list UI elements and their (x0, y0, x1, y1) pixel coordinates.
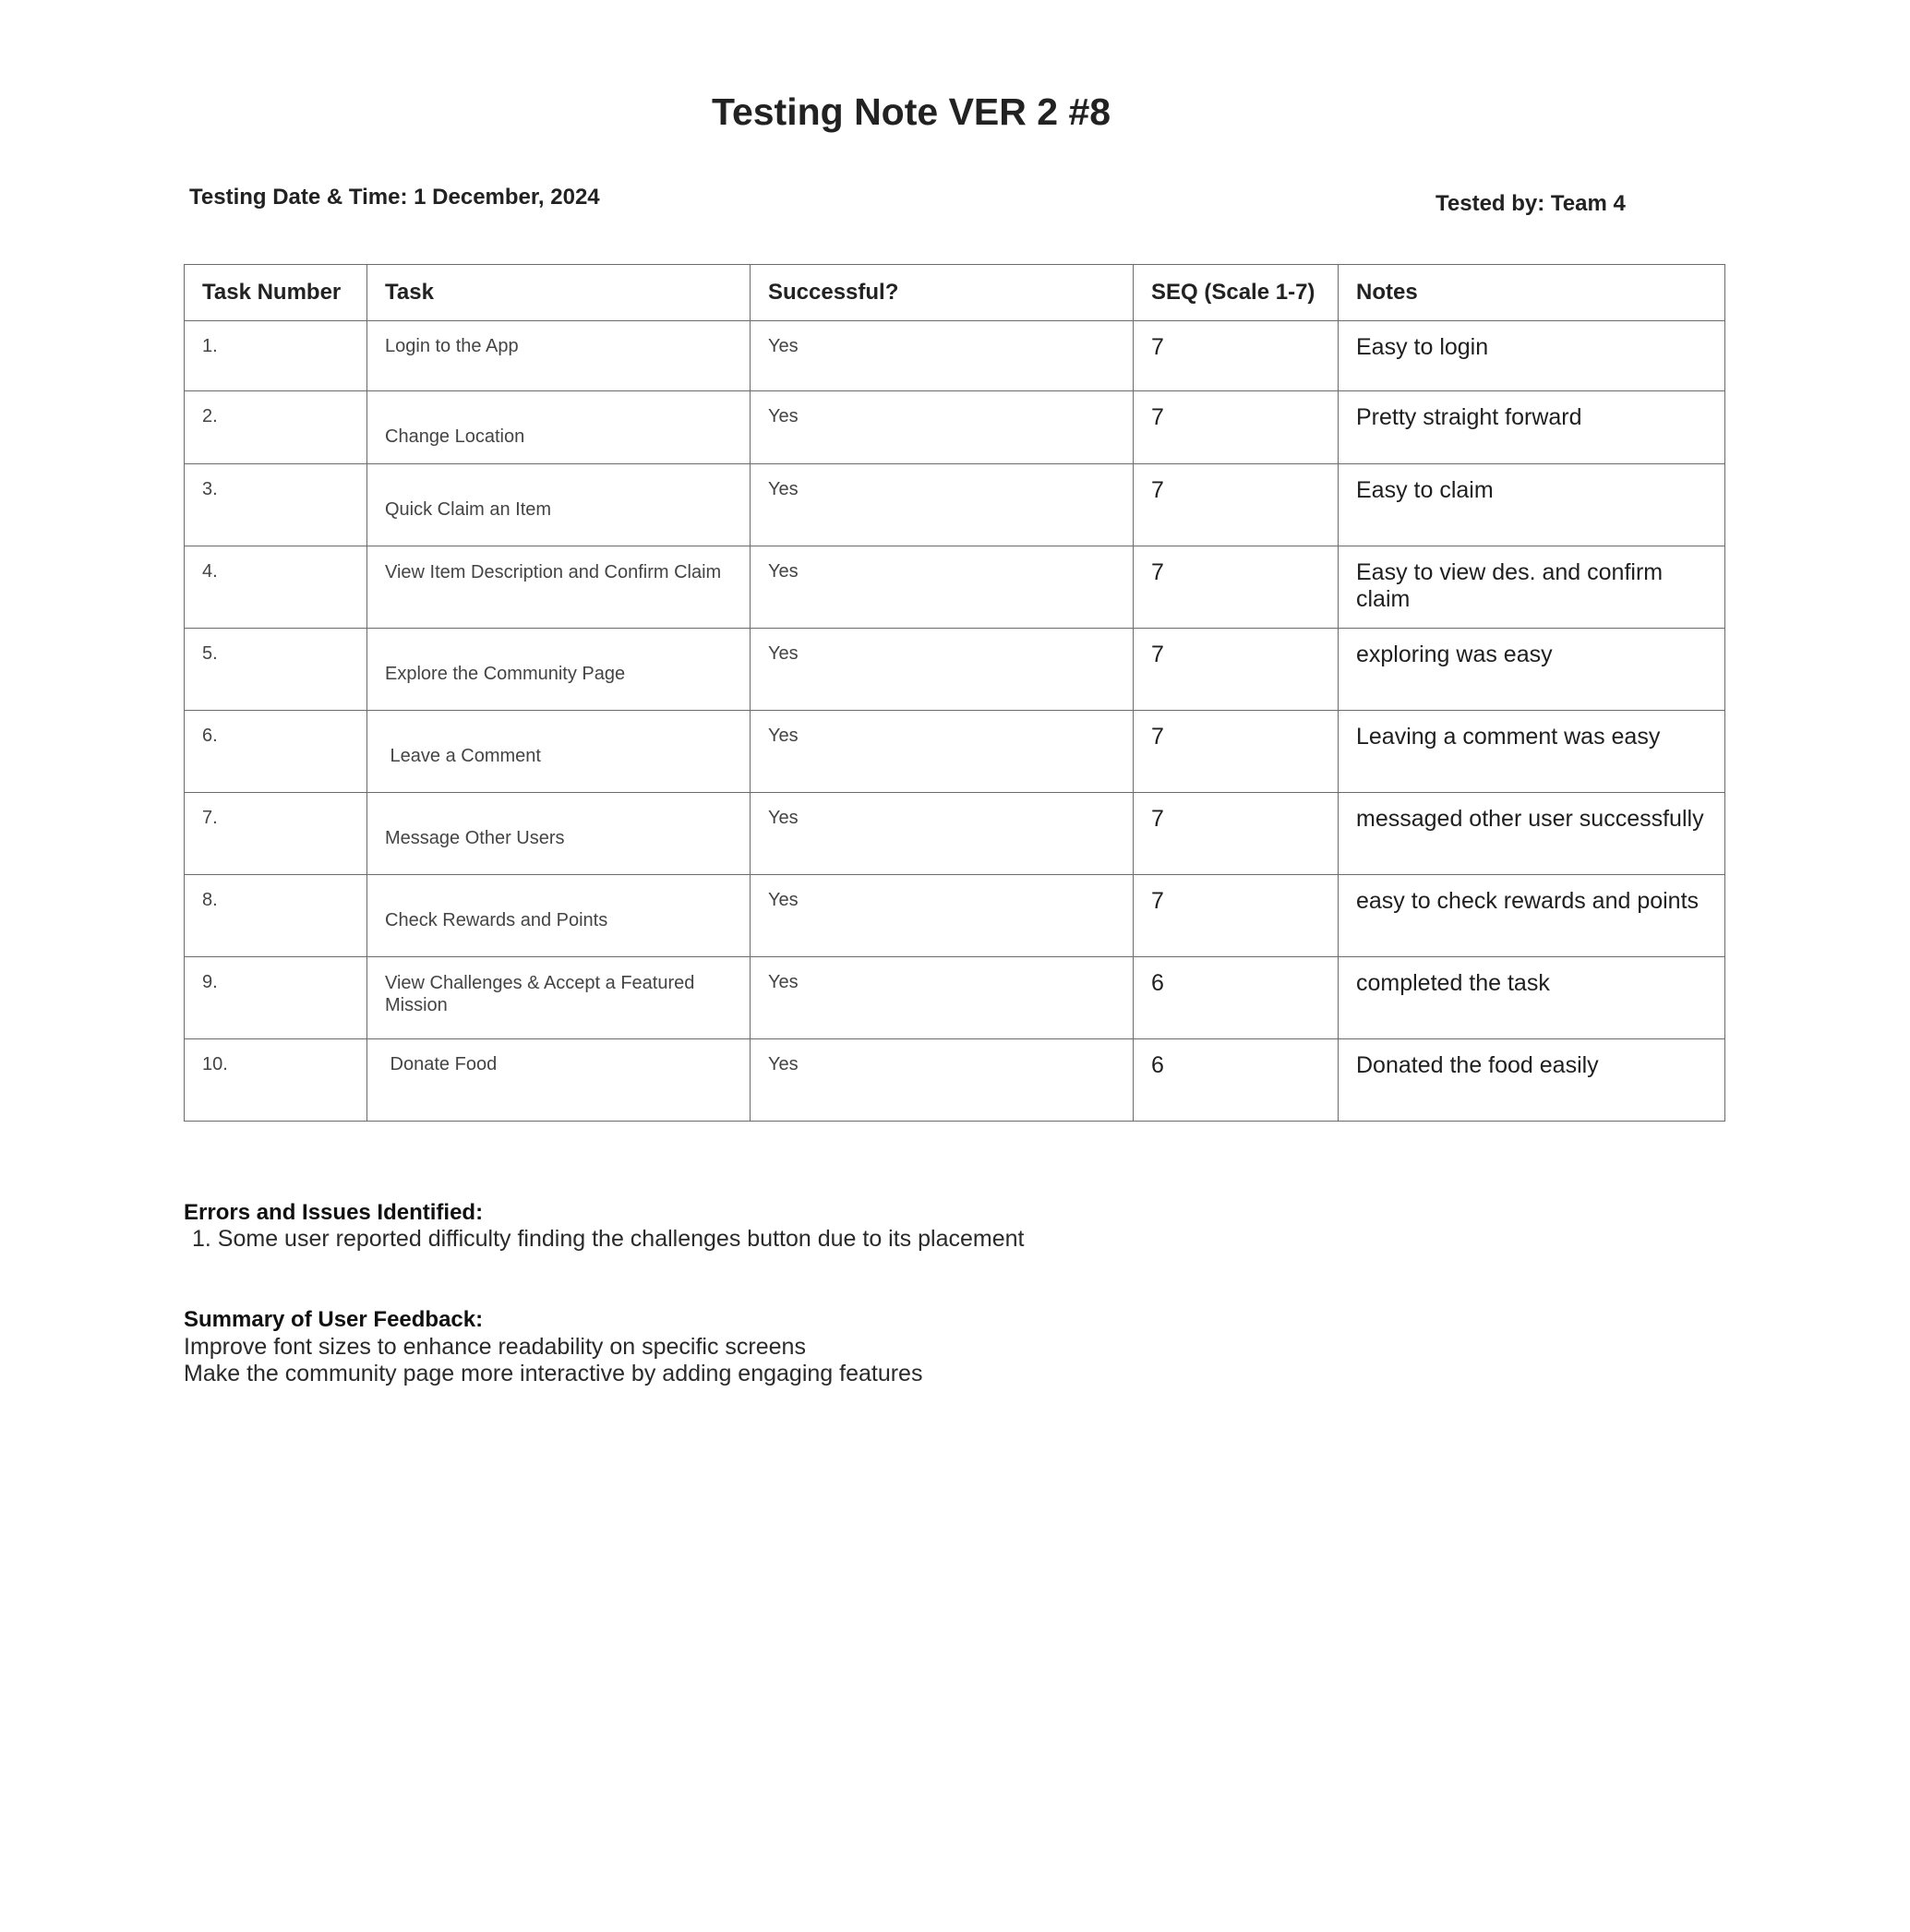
notes-cell: Pretty straight forward (1339, 391, 1725, 464)
seq-cell: 6 (1134, 957, 1339, 1039)
task-number-cell: 10. (185, 1039, 367, 1122)
task-cell: View Challenges & Accept a Featured Mission (367, 957, 751, 1039)
success-cell: Yes (751, 546, 1134, 629)
table-row (185, 629, 1725, 711)
task-number-cell: 2. (185, 391, 367, 464)
notes-cell: easy to check rewards and points (1339, 875, 1725, 957)
header-task: Task (367, 265, 751, 321)
table-row (185, 391, 1725, 464)
seq-cell: 7 (1134, 711, 1339, 793)
task-cell: Login to the App (367, 321, 751, 391)
success-cell: Yes (751, 793, 1134, 875)
task-cell: Leave a Comment (367, 711, 751, 793)
seq-cell: 7 (1134, 875, 1339, 957)
task-cell: Check Rewards and Points (367, 875, 751, 957)
table-row (185, 464, 1725, 546)
task-number-cell: 7. (185, 793, 367, 875)
notes-cell: completed the task (1339, 957, 1725, 1039)
errors-list (192, 1226, 1024, 1253)
tested-by: Tested by: Team 4 (1436, 191, 1626, 216)
seq-cell: 6 (1134, 1039, 1339, 1122)
list-item: 1. Some user reported difficulty finding the challenges button due to its placement (192, 1226, 1025, 1252)
notes-cell: Leaving a comment was easy (1339, 711, 1725, 793)
notes-cell: Easy to view des. and confirm claim (1339, 546, 1725, 629)
seq-cell: 7 (1134, 546, 1339, 629)
seq-cell: 7 (1134, 464, 1339, 546)
notes-cell: exploring was easy (1339, 629, 1725, 711)
task-cell: Change Location (367, 391, 751, 464)
task-cell: Donate Food (367, 1039, 751, 1122)
task-number-cell: 6. (185, 711, 367, 793)
notes-cell: Easy to claim (1339, 464, 1725, 546)
task-number-cell: 4. (185, 546, 367, 629)
task-number-cell: 9. (185, 957, 367, 1039)
task-cell: Explore the Community Page (367, 629, 751, 711)
page-title: Testing Note VER 2 #8 (711, 90, 1111, 133)
notes-cell: Easy to login (1339, 321, 1725, 391)
success-cell: Yes (751, 629, 1134, 711)
table-row (185, 711, 1725, 793)
success-cell: Yes (751, 875, 1134, 957)
header-notes: Notes (1339, 265, 1725, 321)
task-cell: Quick Claim an Item (367, 464, 751, 546)
errors-heading: Errors and Issues Identified: (184, 1200, 484, 1225)
header-task-number: Task Number (185, 265, 367, 321)
task-cell: Message Other Users (367, 793, 751, 875)
table-row (185, 546, 1725, 629)
task-number-cell: 3. (185, 464, 367, 546)
success-cell: Yes (751, 464, 1134, 546)
table-row (185, 1039, 1725, 1122)
summary-line: Make the community page more interactive by adding engaging features (184, 1361, 923, 1386)
success-cell: Yes (751, 1039, 1134, 1122)
task-cell: View Item Description and Confirm Claim (367, 546, 751, 629)
table-row (185, 875, 1725, 957)
header-seq: SEQ (Scale 1-7) (1134, 265, 1339, 321)
notes-cell: messaged other user successfully (1339, 793, 1725, 875)
task-number-cell: 8. (185, 875, 367, 957)
table-row (185, 321, 1725, 391)
table-row (185, 793, 1725, 875)
success-cell: Yes (751, 321, 1134, 391)
success-cell: Yes (751, 957, 1134, 1039)
task-number-cell: 5. (185, 629, 367, 711)
notes-cell: Donated the food easily (1339, 1039, 1725, 1122)
success-cell: Yes (751, 711, 1134, 793)
header-successful: Successful? (751, 265, 1134, 321)
seq-cell: 7 (1134, 321, 1339, 391)
summary-line: Improve font sizes to enhance readability on specific screens (184, 1334, 806, 1360)
summary-heading: Summary of User Feedback: (184, 1307, 484, 1332)
table-header-row (185, 265, 1725, 321)
success-cell: Yes (751, 391, 1134, 464)
seq-cell: 7 (1134, 793, 1339, 875)
testing-date: Testing Date & Time: 1 December, 2024 (189, 185, 600, 210)
seq-cell: 7 (1134, 629, 1339, 711)
seq-cell: 7 (1134, 391, 1339, 464)
task-number-cell: 1. (185, 321, 367, 391)
table-row (185, 957, 1725, 1039)
results-table (184, 264, 1725, 1122)
